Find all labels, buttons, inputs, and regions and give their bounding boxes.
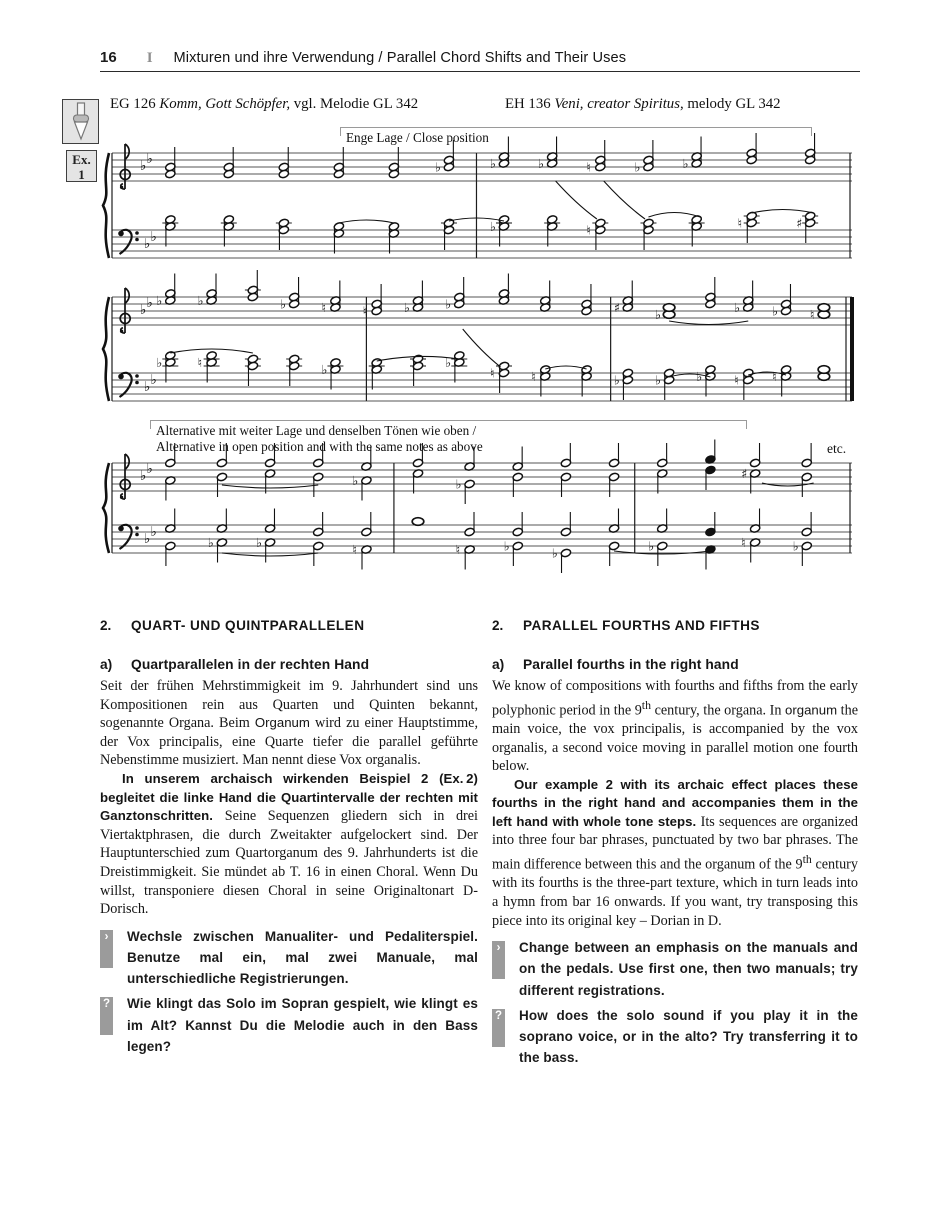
section-number-de: 2.: [100, 618, 112, 633]
subsection-heading-en: [492, 656, 858, 673]
svg-text:♮: ♮: [586, 222, 591, 238]
svg-text:♭: ♭: [445, 355, 452, 370]
paragraph-1-en: [492, 677, 858, 776]
label-right-prefix: EH 136: [505, 96, 555, 112]
svg-text:♭: ♭: [321, 362, 328, 377]
svg-text:♮: ♮: [352, 542, 357, 557]
svg-text:♭: ♭: [150, 372, 157, 388]
svg-text:♭: ♭: [772, 303, 778, 319]
svg-text:♭: ♭: [207, 535, 214, 550]
running-title: Mixturen und ihre Verwendung / Parallel Chord Shifts and Their Uses: [173, 50, 627, 66]
label-left-suffix: vgl. Melodie GL 342: [290, 96, 419, 112]
paragraph-2-en: [492, 776, 858, 930]
svg-text:♯: ♯: [613, 300, 620, 315]
svg-text:♭: ♭: [144, 236, 151, 252]
section-title-de: QUART- UND QUINTPARALLELEN: [131, 618, 365, 633]
subsection-letter-en: a): [492, 657, 505, 672]
question-callout-de: [100, 993, 478, 1057]
paragraph-1-de: [100, 677, 478, 770]
music-system-3: [100, 447, 860, 582]
svg-text:♭: ♭: [648, 538, 655, 554]
section-heading-en: [492, 618, 858, 634]
svg-text:♭: ♭: [455, 476, 462, 492]
svg-text:♭: ♭: [144, 531, 151, 547]
svg-text:♮: ♮: [455, 542, 461, 557]
english-column: [492, 618, 858, 1068]
practice-callout-de: [100, 926, 478, 990]
svg-text:♭: ♭: [352, 473, 359, 488]
svg-text:♭: ♭: [140, 158, 147, 174]
page-header: [100, 49, 860, 67]
question-text-en: How does the solo sound if you play it in the soprano voice, or in the alto? Try transferring it to the bass.: [519, 1007, 858, 1066]
music-system-2: [100, 281, 860, 416]
subsection-title-en: Parallel fourths in the right hand: [523, 657, 739, 672]
p1-en-superscript: th: [641, 697, 651, 712]
svg-text:♭: ♭: [503, 538, 510, 554]
svg-text:♭: ♭: [490, 156, 496, 171]
p2-de-bold: In unserem archaisch wirkenden Beispiel 2 (Ex. 2) begleitet die linke Hand die Quartintervalle der rechten mit Ganztonschritten.: [100, 770, 478, 824]
svg-text:♭: ♭: [144, 379, 151, 395]
svg-text:♭: ♭: [146, 295, 153, 311]
svg-text:♭: ♭: [655, 372, 662, 388]
svg-text:♮: ♮: [490, 365, 495, 381]
svg-text:♭: ♭: [538, 156, 545, 171]
svg-text:♮: ♮: [741, 535, 746, 550]
part-numeral: I: [146, 50, 153, 66]
alternative-label-en: Alternative in open position and with the same notes as above: [156, 438, 483, 454]
svg-text:♭: ♭: [445, 296, 452, 312]
alternative-bracket: [150, 420, 747, 454]
p1-de-text: Seit der frühen Mehrstimmigkeit im 9. Jahrhundert sind uns Kompositionen rein aus Quarten und Quinten bekannt, sogenannte Organa. Beim: [100, 678, 478, 732]
svg-text:♭: ♭: [156, 355, 163, 370]
label-right-title: Veni, creator Spiritus: [554, 96, 680, 112]
svg-text:♮: ♮: [321, 300, 326, 315]
p2-en-text2: century with its fourths is the three-part texture, which in turn leads into a hymn from bar 16 onwards. If you want, try transposing this piece into its original key – Dorian in D.: [492, 856, 859, 929]
svg-text:♮: ♮: [772, 369, 777, 384]
arrow-glyph: ›: [496, 942, 501, 955]
svg-text:♭: ♭: [150, 524, 157, 540]
svg-text:♮: ♮: [586, 159, 591, 175]
question-marker-icon: [100, 997, 113, 1035]
svg-text:♭: ♭: [696, 369, 703, 384]
svg-text:♭: ♭: [404, 300, 410, 315]
p2-en-superscript: th: [802, 852, 812, 867]
svg-text:♭: ♭: [792, 538, 799, 554]
music-system-1: [100, 137, 860, 272]
svg-text:♭: ♭: [146, 151, 153, 167]
subsection-heading-de: [100, 656, 478, 673]
question-marker-icon: [492, 1009, 505, 1047]
p1-en-text2: century, the organa. In: [651, 702, 786, 719]
svg-text:♭: ♭: [682, 156, 689, 171]
svg-text:♭: ♭: [280, 296, 287, 312]
arrow-marker-icon: [100, 930, 113, 968]
practice-text-en: Change between an emphasis on the manuals and on the pedals. Use first one, then two manuals; try different registrations.: [519, 940, 858, 998]
svg-text:♭: ♭: [140, 302, 147, 318]
question-callout-en: [492, 1005, 858, 1069]
svg-text:♭: ♭: [634, 159, 641, 175]
arrow-marker-icon: [492, 941, 505, 979]
paragraph-2-de: [100, 770, 478, 919]
svg-text:♯: ♯: [796, 215, 803, 231]
p2-de-text: Seine Sequenzen gliedern sich in drei Viertaktphrasen, die durch Zweitakter aufgelockert sind. Der Hauptunterschied zum Quartorganum des 9. Jahrhunderts ist die Dreistimmigkeit. Sie mündet ab T. 16 in einen Choral. Wenn Du willst, transponiere diesen Choral in seine Originaltonart D-Dorisch.: [100, 808, 478, 918]
organ-pipe-icon: [66, 102, 96, 141]
section-number-en: 2.: [492, 618, 504, 633]
svg-text:♭: ♭: [256, 535, 262, 550]
organ-pipe-icon-box: [62, 99, 99, 144]
subsection-title-de: Quartparallelen in der rechten Hand: [131, 657, 370, 672]
p1-en-term: organum: [785, 702, 838, 718]
label-left-prefix: EG 126: [110, 96, 160, 112]
practice-callout-en: [492, 937, 858, 1001]
p1-de-text2: wird zu einer Hauptstimme, der Vox principalis, eine Quarte tiefer die parallel geführte Nebenstimme musiziert. Man nennt diese Vox organalis.: [100, 715, 478, 769]
svg-text:♭: ♭: [655, 307, 662, 322]
svg-text:♭: ♭: [197, 293, 204, 308]
section-heading-de: [100, 618, 478, 634]
arrow-glyph: ›: [104, 930, 109, 943]
svg-text:♮: ♮: [737, 215, 743, 231]
label-left-title: Komm, Gott Schöpfer,: [159, 96, 291, 112]
svg-text:♭: ♭: [434, 159, 441, 175]
score-label-right: [505, 96, 781, 113]
example-label: Ex.: [72, 152, 91, 167]
p1-en-text3: the main voice, the vox principalis, is accompanied by the vox organalis, a second voice moving in parallel motion one fourth below.: [492, 702, 858, 775]
example-1-badge: [66, 150, 97, 182]
page-number: 16: [100, 49, 117, 66]
svg-text:♭: ♭: [140, 468, 147, 484]
question-text-de: Wie klingt das Solo im Sopran gespielt, wie klingt es im Alt? Kannst Du die Melodie auch in den Bass legen?: [127, 996, 478, 1054]
svg-text:♭: ♭: [613, 372, 620, 388]
p1-en-text: We know of compositions with fourths and fifths from the early polyphonic period in the 9: [492, 678, 858, 719]
german-column: [100, 618, 478, 1057]
p2-en-bold: Our example 2 with its archaic effect places these fourths in the right hand and accompanies them in the left hand with whole tone steps.: [492, 776, 858, 829]
svg-text:♭: ♭: [146, 461, 153, 477]
svg-text:♯: ♯: [741, 466, 748, 481]
svg-text:♮: ♮: [734, 372, 739, 388]
etc-label: etc.: [827, 441, 847, 456]
alternative-label-de: Alternative mit weiter Lage und denselben Tönen wie oben /: [156, 423, 477, 438]
p1-de-term: Organum: [254, 715, 310, 731]
score-label-left: [110, 96, 418, 113]
question-glyph: ?: [494, 1009, 503, 1022]
example-number: 1: [78, 166, 85, 182]
svg-text:♮: ♮: [809, 307, 815, 322]
svg-text:♭: ♭: [150, 229, 157, 245]
svg-text:♭: ♭: [490, 219, 496, 234]
p2-en-text: Its sequences are organized into three four bar phrases, punctuated by two bar phrases. The main difference between this and the organum of the 9: [492, 813, 858, 873]
header-rule: [100, 71, 860, 72]
section-title-en: PARALLEL FOURTHS AND FIFTHS: [523, 618, 760, 633]
label-right-suffix: , melody GL 342: [679, 96, 781, 112]
subsection-letter-de: a): [100, 657, 113, 672]
svg-text:♮: ♮: [531, 369, 536, 384]
svg-text:♮: ♮: [362, 303, 368, 319]
question-glyph: ?: [102, 998, 111, 1011]
svg-text:♮: ♮: [197, 355, 203, 370]
close-position-label: Enge Lage / Close position: [346, 130, 489, 145]
svg-text:♭: ♭: [551, 545, 558, 561]
svg-text:♭: ♭: [734, 300, 741, 315]
practice-text-de: Wechsle zwischen Manualiter- und Pedaliterspiel. Benutze mal ein, mal zwei Manuale, mal unterschiedliche Registrierungen.: [127, 928, 478, 987]
svg-text:♭: ♭: [156, 293, 163, 308]
